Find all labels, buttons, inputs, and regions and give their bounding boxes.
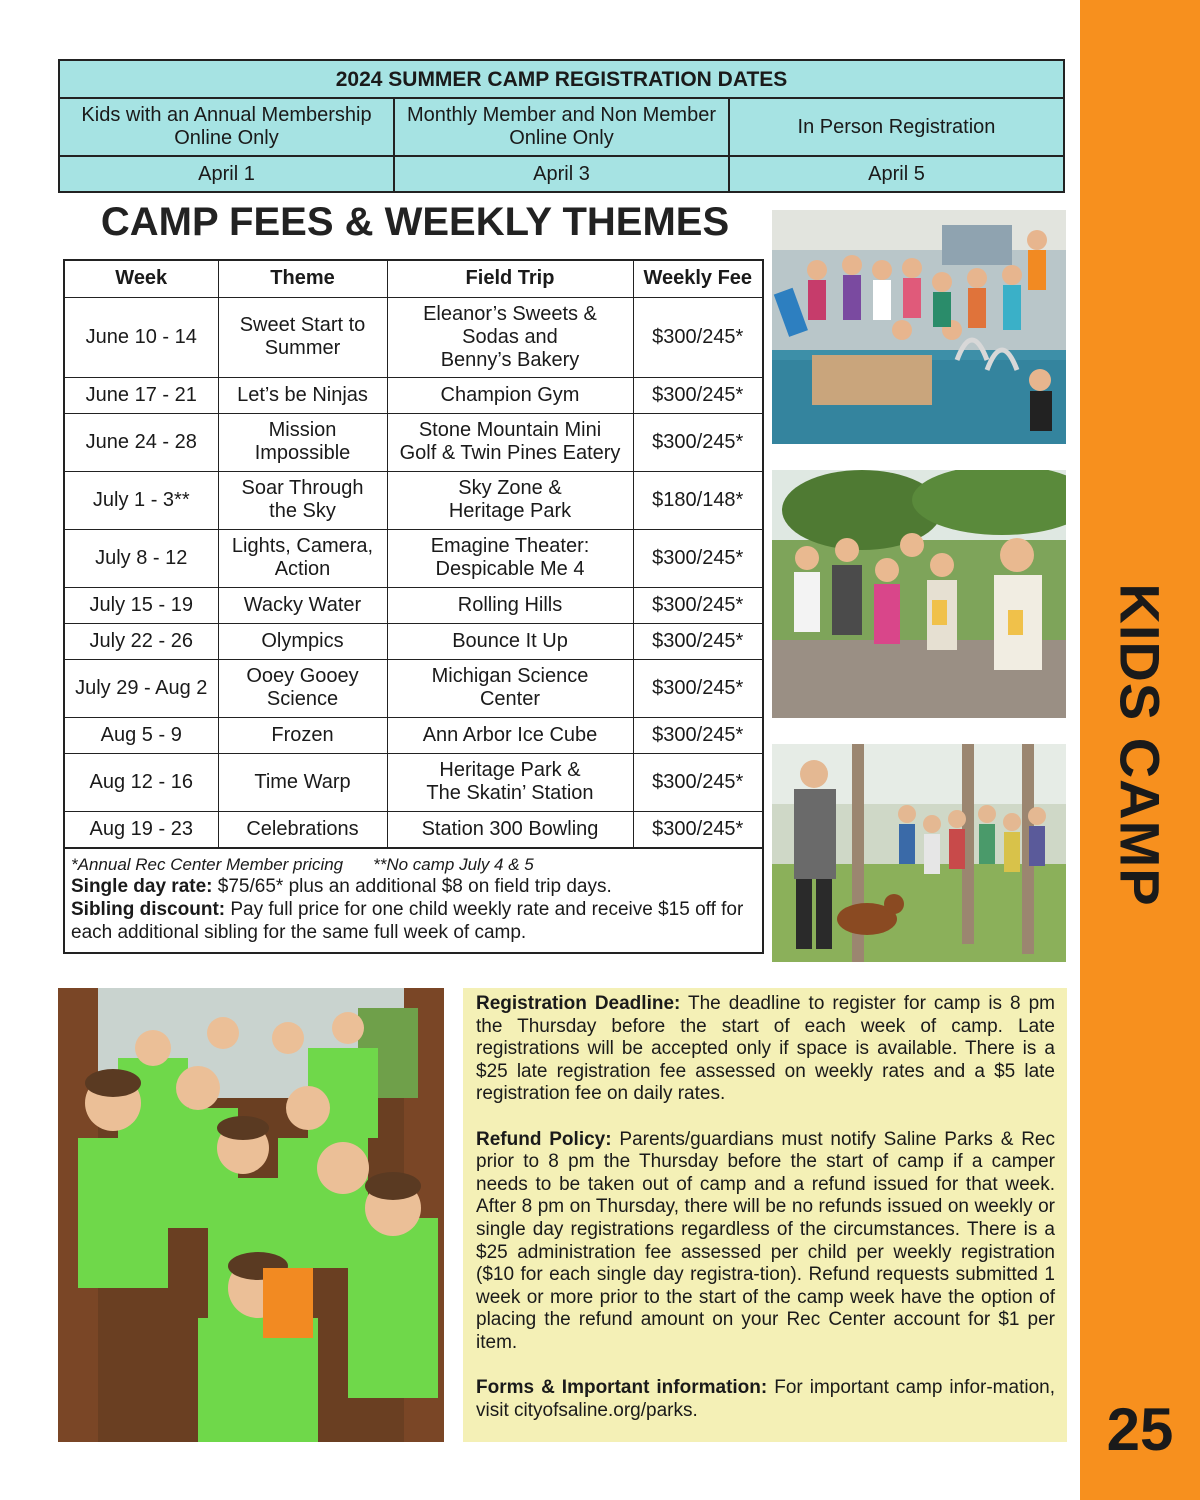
field-trip-line: Michigan Science [431,665,589,687]
fees-row [65,297,762,377]
footnote-no-camp: **No camp July 4 & 5 [373,854,534,874]
weekly-fee-cell: $300/245* [633,753,762,811]
refund-policy: Refund Policy: Parents/guardians must notify Saline Parks & Rec prior to 8 pm the Thursday before the start of camp if a camper needs to be taken out of camp and a refund issued for that week. After 8 pm on Thursday, there will be no refunds issued on weekly or single day registrations regardless of the circumstances. There is a $25 administration fee assessed per child per weekly registration ($10 for each single day registra-tion). Refund requests submitted 1 week or more prior to the start of the camp week have the option of placing the refund amount on your Rec Center account for $1 per item. [476,1128,1055,1353]
field-trip-line: The Skatin’ Station [426,782,594,804]
fees-table-body [65,297,762,847]
registration-deadline: Registration Deadline: The deadline to register for camp is 8 pm the Thursday before the start of each week of camp. Late registrations will be accepted only if space is available. There is a $25 late registration fee assessed on weekly rates and a $5 late registration fee on daily rates. [476,993,1055,1105]
fees-row [65,623,762,659]
field-trip-cell [387,377,633,413]
theme-cell [218,659,387,717]
registration-date-monthly: April 3 [394,156,729,192]
pool-photo [772,210,1066,444]
week-cell: June 17 - 21 [65,377,218,413]
fees-row [65,377,762,413]
theme-line: Ooey Gooey [246,665,359,687]
theme-line: Celebrations [246,817,359,840]
weekly-fee-cell: $300/245* [633,377,762,413]
field-trip-cell [387,529,633,587]
field-trip-line: Eleanor’s Sweets & [423,302,597,325]
field-trip-line: Heritage Park & [439,759,581,781]
theme-cell [218,587,387,623]
forms-information: Forms & Important information: For important camp infor-mation, visit cityofsaline.org/parks. [476,1377,1055,1421]
field-trip-line: Sky Zone & [458,477,562,499]
camp-info-box [463,988,1067,1442]
page-number: 25 [1106,1396,1174,1463]
footnote-member-pricing: *Annual Rec Center Member pricing [71,854,344,874]
sibling-discount: Sibling discount: Pay full price for one child weekly rate and receive $15 off for each additional sibling for the same full week of camp. [71,898,744,943]
registration-title: 2024 SUMMER CAMP REGISTRATION DATES [59,60,1064,98]
fees-heading: CAMP FEES & WEEKLY THEMES [100,200,730,244]
registration-column-monthly: Monthly Member and Non Member Online Only [394,98,729,156]
column-header-field-trip: Field Trip [387,261,633,297]
theme-line: Mission [268,419,337,441]
field-trip-line: Champion Gym [440,383,580,406]
field-trip-line: Bounce It Up [452,629,568,652]
theme-cell [218,297,387,377]
field-trip-cell [387,659,633,717]
weekly-fee-cell: $300/245* [633,297,762,377]
weekly-fee-cell: $300/245* [633,623,762,659]
field-trip-line: Emagine Theater: [430,535,590,557]
field-trip-line: Sodas and [462,325,558,348]
field-trip-line: Ann Arbor Ice Cube [422,723,598,746]
field-trip-cell [387,623,633,659]
field-trip-line: Benny’s Bakery [440,348,580,371]
theme-cell [218,623,387,659]
theme-line: the Sky [269,500,336,522]
footnotes [71,855,756,875]
fees-row [65,659,762,717]
field-trip-line: Golf & Twin Pines Eatery [399,442,621,464]
theme-line: Olympics [261,629,344,652]
theme-cell [218,529,387,587]
field-trip-line: Station 300 Bowling [421,817,599,840]
fees-row [65,753,762,811]
field-trip-cell [387,753,633,811]
fees-notes [65,848,762,952]
theme-line: Time Warp [254,770,351,793]
weekly-fee-cell: $300/245* [633,413,762,471]
weekly-fee-cell: $300/245* [633,717,762,753]
field-trip-line: Center [479,688,541,710]
fees-row [65,471,762,529]
theme-line: Science [266,688,339,710]
registration-date-annual: April 1 [59,156,394,192]
week-cell: July 8 - 12 [65,529,218,587]
field-trip-cell [387,471,633,529]
theme-line: Action [274,558,331,580]
week-cell: July 1 - 3** [65,471,218,529]
theme-line: Summer [264,337,341,359]
weekly-fee-cell: $300/245* [633,659,762,717]
week-cell: July 29 - Aug 2 [65,659,218,717]
field-trip-cell [387,297,633,377]
weekly-fee-cell: $300/245* [633,811,762,847]
theme-cell [218,717,387,753]
campers-group-photo [58,988,444,1442]
field-trip-line: Rolling Hills [457,593,563,616]
registration-dates-table [58,59,1065,193]
theme-cell [218,753,387,811]
fees-row [65,529,762,587]
section-side-title: KIDS CAMP [1108,583,1172,907]
fees-row [65,717,762,753]
k9-demo-photo [772,744,1066,962]
registration-date-in-person: April 5 [729,156,1064,192]
week-cell: Aug 19 - 23 [65,811,218,847]
fees-row [65,413,762,471]
field-trip-line: Heritage Park [448,500,572,522]
field-trip-cell [387,811,633,847]
theme-line: Soar Through [241,477,364,499]
theme-line: Wacky Water [243,593,362,616]
theme-line: Lights, Camera, [231,535,374,557]
theme-line: Frozen [271,723,334,746]
fees-table-container [63,259,764,954]
theme-line: Impossible [254,442,351,464]
week-cell: June 24 - 28 [65,413,218,471]
fees-row [65,587,762,623]
field-trip-line: Stone Mountain Mini [418,419,602,441]
weekly-fee-cell: $300/245* [633,587,762,623]
theme-cell [218,377,387,413]
theme-cell [218,811,387,847]
theme-line: Sweet Start to [239,314,366,336]
week-cell: Aug 12 - 16 [65,753,218,811]
single-day-rate: Single day rate: $75/65* plus an additional $8 on field trip days. [71,875,612,897]
field-trip-cell [387,413,633,471]
field-trip-line: Despicable Me 4 [435,558,585,580]
week-cell: July 15 - 19 [65,587,218,623]
column-header-week: Week [65,261,218,297]
fees-row [65,811,762,847]
column-header-theme: Theme [218,261,387,297]
theme-line: Let’s be Ninjas [237,383,368,406]
weekly-fee-cell: $180/148* [633,471,762,529]
week-cell: July 22 - 26 [65,623,218,659]
week-cell: Aug 5 - 9 [65,717,218,753]
week-cell: June 10 - 14 [65,297,218,377]
corn-photo [772,470,1066,718]
fees-table [65,261,762,848]
weekly-fee-cell: $300/245* [633,529,762,587]
field-trip-cell [387,717,633,753]
theme-cell [218,471,387,529]
registration-column-annual: Kids with an Annual Membership Online Only [59,98,394,156]
column-header-weekly-fee: Weekly Fee [633,261,762,297]
registration-column-in-person: In Person Registration [729,98,1064,156]
field-trip-cell [387,587,633,623]
theme-cell [218,413,387,471]
